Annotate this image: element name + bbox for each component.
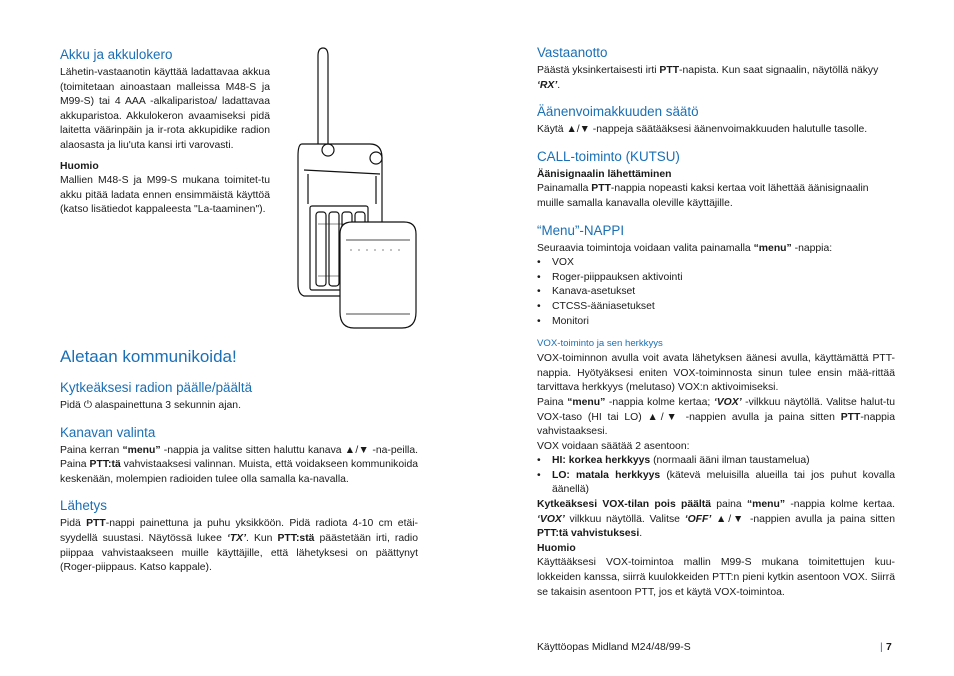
battery-heading: Akku ja akkulokero (60, 47, 173, 62)
antenna (318, 48, 328, 144)
communicate-section (60, 346, 418, 576)
call-heading: CALL-toiminto (KUTSU) (537, 148, 680, 164)
battery-cover (340, 222, 416, 328)
battery-section (60, 46, 270, 218)
knob-left (322, 144, 334, 156)
transmit-text: Pidä PTT-nappi painettuna ja puhu yksikköön. Pidä radiota 4-10 cm etäi-syydellä suustasi. Näytössä lukee ‘TX’. Kun PTT:stä päästetään irti, radio piippaa vahvistaakseen muille käyttäjille, että lähetyksesi on päättynyt (Roger-piippaus. Katso kappale). (60, 518, 419, 574)
list-item: • Monitori (537, 315, 895, 330)
power-text: Pidä ⏻ alaspainettuna 3 sekunnin ajan. (60, 400, 241, 411)
menu-intro: Seuraavia toimintoja voidaan valita painamalla “menu” -nappia: (537, 242, 833, 254)
vox-setup: Paina “menu” -nappia kolme kertaa; ‘VOX’ -vilkkuu näytöllä. Valitse halut-tu VOX-taso (HI tai LO) ▲/▼ -nappien avulla ja paina sitten PTT-nappia vahvistaaksesi. (537, 396, 895, 438)
receive-text: Päästä yksinkertaisesti irti PTT-napista. Kun saat signaalin, näytöllä näkyy ‘RX’. (537, 65, 879, 91)
vox-off-text: Kytkeäksesi VOX-tilan pois päältä paina “menu” -nappia kolme kertaa. ‘VOX’ vilkkuu näytöllä. Valitse ‘OFF’ ▲/▼ -nappien avulla ja paina sitten PTT:tä vahvistuksesi. (537, 499, 895, 540)
menu-list (537, 256, 895, 329)
call-subheading: Äänisignaalin lähettäminen (537, 168, 672, 180)
channel-text: Paina kerran “menu” -nappia ja valitse sitten haluttu kanava ▲/▼ -na-peilla. Paina PTT:tä vahvistaaksesi valinnan. Muista, että voidakseen kommunikoida keskenään, molempien radioiden tulee olla samalla ka-navalla. (60, 444, 418, 485)
right-column (537, 44, 895, 600)
call-text: Painamalla PTT-nappia nopeasti kaksi kertaa voit lähettää äänisignaalin muille samalla kanavalla oleville käyttäjille. (537, 183, 869, 209)
battery-cell-2 (329, 212, 339, 286)
list-item: • CTCSS-ääniasetukset (537, 300, 895, 315)
receive-heading: Vastaanotto (537, 45, 608, 60)
channel-heading: Kanavan valinta (60, 424, 156, 440)
communicate-heading: Aletaan kommunikoida! (60, 347, 237, 366)
vox-levels-list (537, 454, 895, 498)
power-heading: Kytkeäksesi radion päälle/päältä (60, 380, 253, 395)
list-item: • VOX (537, 256, 895, 271)
radio-battery-illustration (296, 44, 436, 334)
list-item: • HI: korkea herkkyys (normaali ääni ilman taustamelua) (537, 454, 895, 469)
battery-note-label: Huomio (60, 160, 99, 172)
battery-body: Lähetin-vastaanotin käyttää ladattavaa akkua (toimitetaan ainoastaan malleissa M48-S ja M99-S) tai 4 AAA -alkaliparistoa/ ladattavaa akkuparistoa. Akkulokeron avaamiseksi pidä laitetta väärinpäin ja ir-rota akkupidike radion alaosasta ja liu'uta kansi irti varovasti. (60, 67, 270, 151)
knob-right (370, 152, 382, 164)
battery-note-text: Mallien M48-S ja M99-S mukana toimitet-tu akku pitää ladata ennen ensimmäistä käyttöä (katso lisätiedot kappaleesta "La-taaminen"). (60, 175, 270, 216)
page-number: 7 (886, 642, 892, 653)
power-icon: ⏻ (83, 400, 92, 411)
footer-separator: | (880, 642, 883, 653)
menu-heading: “Menu”-NAPPI (537, 222, 625, 238)
footer-title: Käyttöopas Midland M24/48/99-S (537, 642, 691, 653)
list-item: • Kanava-asetukset (537, 285, 895, 300)
volume-text: Käytä ▲/▼ -nappeja säätääksesi äänenvoimakkuuden halutulle tasolle. (537, 124, 868, 136)
vox-intro: VOX-toiminnon avulla voit avata lähetyksen äänesi avulla, käyttämättä PTT-nappia. Hyötyäksesi eniten VOX-toiminnosta sinun tulee ensin mää-rittää tarvittava herkkyys (melutaso) VOX:n aktivoimiseksi. (537, 353, 895, 394)
vox-levels-intro: VOX voidaan säätää 2 asentoon: (537, 440, 690, 452)
battery-cell-1 (316, 212, 326, 286)
vox-heading: VOX-toiminto ja sen herkkyys (537, 338, 663, 350)
list-item: • Roger-piippauksen aktivointi (537, 271, 895, 286)
list-item: • LO: matala herkkyys (kätevä meluisilla alueilla tai jos puhut kovalla äänellä) (537, 469, 895, 498)
volume-heading: Äänenvoimakkuuden säätö (537, 104, 699, 120)
vox-note-text: Käyttääksesi VOX-toimintoa mallin M99-S mukana toimitettujen kuu-lokkeiden kanssa, siirrä kuulokkeiden PTT:n pieni kytkin asentoon VOX. Siirrä se takaisin asentoon PTT, jos et käytä VOX-toimintoa. (537, 557, 895, 598)
vox-note-label: Huomio (537, 542, 576, 554)
transmit-heading: Lähetys (60, 498, 107, 514)
